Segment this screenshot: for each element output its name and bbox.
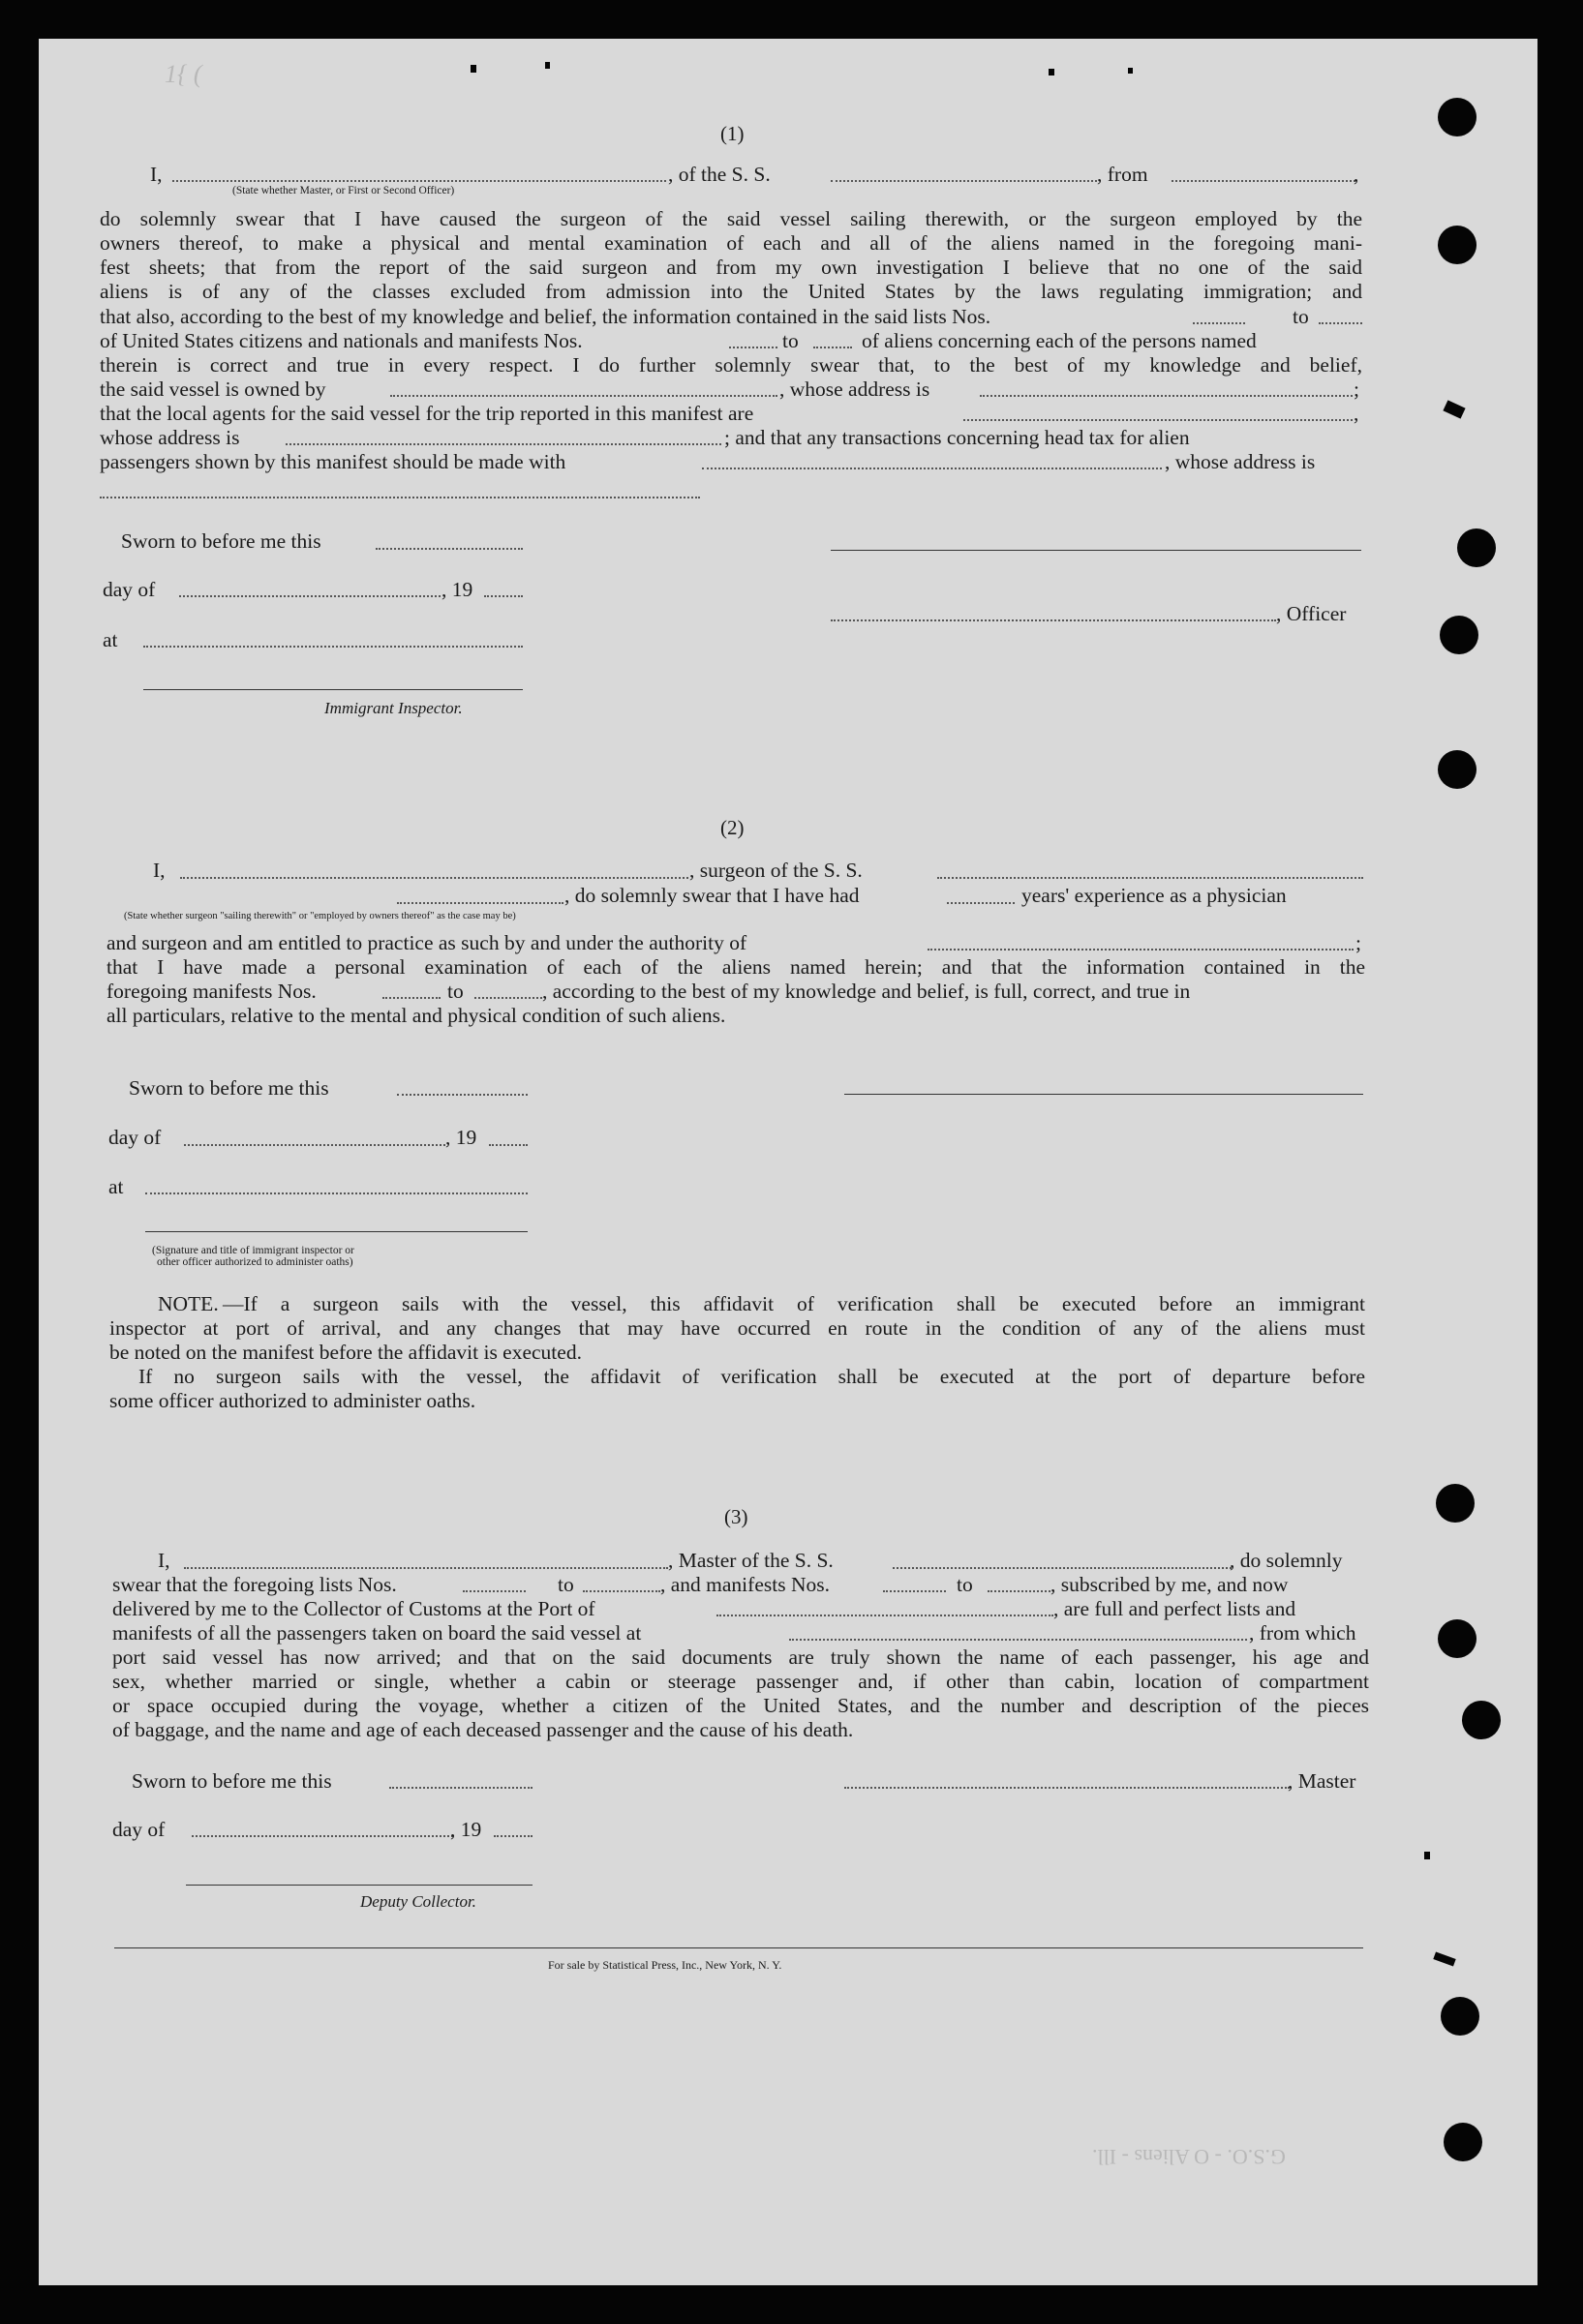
s2-at: at bbox=[108, 1175, 124, 1198]
punch-hole bbox=[1438, 750, 1476, 789]
footer-rule bbox=[114, 1947, 1363, 1948]
s2-caption: (State whether surgeon "sailing therewith" or "employed by owners thereof" as the case may be) bbox=[124, 911, 516, 921]
s2-authority-blank bbox=[928, 949, 1354, 951]
s1-officer-blank bbox=[831, 619, 1276, 621]
s3-manifests-to-blank bbox=[988, 1590, 1050, 1592]
s3-solemnly: , do solemnly bbox=[1230, 1549, 1343, 1572]
punch-hole bbox=[1441, 1997, 1479, 2036]
s3-master-of: , Master of the S. S. bbox=[668, 1549, 834, 1572]
s3-paragraph bbox=[112, 1645, 1369, 1742]
s2-nos-from-blank bbox=[382, 997, 441, 999]
s3-from-which: , from which bbox=[1249, 1621, 1356, 1645]
s2-year-blank bbox=[489, 1144, 528, 1146]
s1-owner-address-blank bbox=[980, 395, 1353, 397]
footer-text: For sale by Statistical Press, Inc., New York, N. Y. bbox=[548, 1958, 782, 1972]
s3-manifests-from-blank bbox=[883, 1590, 946, 1592]
s2-day-of: day of bbox=[108, 1126, 162, 1149]
s3-sworn-blank bbox=[389, 1787, 533, 1789]
s2-line-start: I, bbox=[153, 859, 166, 882]
s3-subscribed: , subscribed by me, and now bbox=[1050, 1573, 1289, 1596]
s1-year-blank bbox=[484, 595, 523, 597]
s2-line3: and surgeon and am entitled to practice as such by and under the authority of bbox=[107, 931, 747, 954]
s3-lists-to: to bbox=[558, 1573, 574, 1596]
s2-day-blank bbox=[184, 1144, 445, 1146]
punch-hole bbox=[1444, 2123, 1482, 2161]
s1-at: at bbox=[103, 628, 118, 651]
s1-from: , from bbox=[1097, 163, 1148, 186]
s2-year: , 19 bbox=[445, 1126, 477, 1149]
punch-hole bbox=[1438, 98, 1476, 136]
s1-correct-line: therein is correct and true in every respect. I do further solemnly swear that, to the best of my knowledge and belief, bbox=[100, 353, 1362, 377]
s3-lists-from-blank bbox=[463, 1590, 526, 1592]
s1-comma: , bbox=[1354, 163, 1359, 186]
s1-day-of: day of bbox=[103, 578, 156, 601]
s2-line5-to: to bbox=[447, 980, 464, 1003]
s1-day-blank bbox=[179, 595, 441, 597]
s1-line: aliens is of any of the classes excluded from admission into the United States by the laws regulating immigration; and bbox=[100, 280, 1362, 303]
punch-hole bbox=[1457, 528, 1496, 567]
s1-citizens-to: to bbox=[782, 329, 799, 352]
s2-line4: that I have made a personal examination of each of the aliens named herein; and that the information contained in the bbox=[107, 955, 1365, 979]
s1-citizens-tail: of aliens concerning each of the persons named bbox=[862, 329, 1257, 352]
s1-master-caption: (State whether Master, or First or Second Officer) bbox=[232, 185, 455, 196]
s3-collector-text: delivered by me to the Collector of Customs at the Port of bbox=[112, 1597, 595, 1620]
s1-nos-to: to bbox=[1293, 305, 1309, 328]
s2-line5-tail: , according to the best of my knowledge and belief, is full, correct, and true in bbox=[542, 980, 1191, 1003]
s3-lists-to-blank bbox=[583, 1590, 660, 1592]
s2-name-blank bbox=[180, 877, 688, 879]
s2-sailing-blank bbox=[397, 902, 563, 904]
s1-headtax-blank bbox=[702, 468, 1162, 469]
s1-nos-from-blank bbox=[1193, 322, 1245, 324]
s1-paragraph bbox=[100, 207, 1362, 304]
s1-sworn-blank bbox=[376, 548, 523, 550]
s1-inspector-caption: Immigrant Inspector. bbox=[324, 699, 463, 717]
punch-hole bbox=[1440, 616, 1478, 654]
s1-owned-address: , whose address is bbox=[779, 377, 930, 401]
s2-note-line-1: —If a surgeon sails with the vessel, this affidavit of verification shall be executed before an immigrant bbox=[223, 1292, 1365, 1315]
s1-citizens-to-blank bbox=[813, 347, 852, 348]
s2-years-text: years' experience as a physician bbox=[1021, 884, 1287, 907]
s1-owned-text: the said vessel is owned by bbox=[100, 377, 326, 401]
s1-officer: , Officer bbox=[1276, 602, 1347, 625]
scan-mark bbox=[545, 62, 550, 69]
s1-at-blank bbox=[143, 646, 523, 648]
s1-passengers-address: , whose address is bbox=[1165, 450, 1316, 473]
scan-mark bbox=[1049, 69, 1054, 75]
s1-citizens-from-blank bbox=[729, 347, 777, 348]
s3-line: sex, whether married or single, whether a cabin or steerage passenger and, if other than cabin, location of compartment bbox=[112, 1670, 1369, 1693]
s2-signature-line bbox=[844, 1094, 1363, 1095]
s3-ship-blank bbox=[893, 1567, 1232, 1569]
s3-manifests-to: to bbox=[957, 1573, 973, 1596]
section-3-heading: (3) bbox=[724, 1505, 748, 1528]
s1-passengers-text: passengers shown by this manifest should be made with bbox=[100, 450, 566, 473]
s1-year: , 19 bbox=[441, 578, 473, 601]
s1-sworn: Sworn to before me this bbox=[121, 529, 321, 553]
s2-sig-caption-2: other officer authorized to administer oaths) bbox=[157, 1256, 353, 1268]
s3-year: , 19 bbox=[450, 1818, 482, 1841]
s2-sig-caption-1: (Signature and title of immigrant inspector or bbox=[152, 1245, 354, 1256]
s1-agents-address-blank bbox=[286, 443, 721, 445]
s1-headtax-address-blank bbox=[100, 497, 700, 498]
s1-addr-text: whose address is bbox=[100, 426, 240, 449]
s2-note-line-2: inspector at port of arrival, and any changes that may have occurred en route in the condition of any of the aliens must bbox=[109, 1316, 1365, 1340]
s1-nos-text: that also, according to the best of my knowledge and belief, the information contained in the said lists Nos. bbox=[100, 305, 991, 328]
s2-swear: , do solemnly swear that I have had bbox=[564, 884, 860, 907]
s1-nos-to-blank bbox=[1319, 322, 1362, 324]
s2-note-label: NOTE. bbox=[158, 1292, 219, 1315]
s1-headtax-text: ; and that any transactions concerning head tax for alien bbox=[724, 426, 1190, 449]
s2-years-blank bbox=[947, 902, 1015, 904]
s1-line: do solemnly swear that I have caused the surgeon of the said vessel sailing therewith, or the surgeon employed by the bbox=[100, 207, 1362, 230]
s3-port-blank bbox=[716, 1615, 1053, 1616]
s3-day-of: day of bbox=[112, 1818, 166, 1841]
s1-signature-line bbox=[831, 550, 1361, 551]
s2-nos-to-blank bbox=[474, 997, 542, 999]
s1-agents-blank bbox=[963, 419, 1353, 421]
punch-hole bbox=[1438, 1619, 1476, 1658]
s2-surgeon-of: , surgeon of the S. S. bbox=[689, 859, 863, 882]
s1-line: fest sheets; that from the report of the said surgeon and from my own investigation I believe that no one of the said bbox=[100, 256, 1362, 279]
stamp-text: G.S.O. - O Aliens - Ill. bbox=[1092, 2145, 1286, 2169]
s1-master-blank bbox=[172, 180, 666, 182]
punch-hole bbox=[1436, 1484, 1475, 1523]
s1-line: owners thereof, to make a physical and mental examination of each and all of the aliens named in the foregoing mani- bbox=[100, 231, 1362, 255]
s3-manifests: , and manifests Nos. bbox=[660, 1573, 830, 1596]
s2-line5: foregoing manifests Nos. bbox=[107, 980, 317, 1003]
s3-year-blank bbox=[494, 1835, 533, 1837]
handwritten-note: 1{ ( bbox=[165, 60, 202, 88]
s3-line: port said vessel has now arrived; and that on the said documents are truly shown the name of each passenger, his age and bbox=[112, 1645, 1369, 1669]
s3-sworn: Sworn to before me this bbox=[132, 1769, 332, 1793]
s1-citizens-text: of United States citizens and nationals and manifests Nos. bbox=[100, 329, 583, 352]
s3-line: or space occupied during the voyage, whether a citizen of the United States, and the number and description of the pieces bbox=[112, 1694, 1369, 1717]
scan-mark bbox=[1128, 68, 1133, 74]
s1-from-blank bbox=[1172, 180, 1355, 182]
section-1-heading: (1) bbox=[720, 122, 745, 145]
s3-boarded-blank bbox=[789, 1639, 1247, 1641]
s2-inspector-line bbox=[145, 1231, 528, 1232]
s2-line3-semicolon: ; bbox=[1355, 931, 1361, 954]
s3-manifests-text: manifests of all the passengers taken on board the said vessel at bbox=[112, 1621, 642, 1645]
s1-agents-comma: , bbox=[1354, 402, 1359, 425]
s1-owned-semicolon: ; bbox=[1354, 377, 1359, 401]
s3-full-perfect: , are full and perfect lists and bbox=[1053, 1597, 1296, 1620]
scan-mark bbox=[471, 65, 476, 73]
s1-owner-blank bbox=[390, 395, 777, 397]
punch-hole bbox=[1462, 1701, 1501, 1739]
s2-at-blank bbox=[145, 1192, 528, 1194]
s2-note2-line-1: If no surgeon sails with the vessel, the affidavit of verification shall be executed at the port of departure before bbox=[138, 1365, 1365, 1388]
punch-hole bbox=[1438, 226, 1476, 264]
s1-inspector-line bbox=[143, 689, 523, 690]
s3-collector-caption: Deputy Collector. bbox=[360, 1892, 476, 1911]
s1-line-start: I, bbox=[150, 163, 163, 186]
s1-ship-blank bbox=[831, 180, 1097, 182]
s3-collector-line bbox=[186, 1885, 533, 1886]
section-2-heading: (2) bbox=[720, 816, 745, 839]
s3-line: of baggage, and the name and age of each deceased passenger and the cause of his death. bbox=[112, 1718, 854, 1741]
s3-line-start: I, bbox=[158, 1549, 170, 1572]
scan-mark bbox=[1424, 1852, 1430, 1859]
s2-sworn-blank bbox=[397, 1094, 528, 1096]
s1-agents-text: that the local agents for the said vessel for the trip reported in this manifest are bbox=[100, 402, 754, 425]
s1-of-ss: , of the S. S. bbox=[668, 163, 771, 186]
s3-lists-text: swear that the foregoing lists Nos. bbox=[112, 1573, 397, 1596]
s3-master: , Master bbox=[1288, 1769, 1356, 1793]
s2-ship-blank bbox=[937, 877, 1363, 879]
s2-note2-line-2: some officer authorized to administer oaths. bbox=[109, 1389, 476, 1412]
s3-day-blank bbox=[192, 1835, 453, 1837]
s3-master-sign-blank bbox=[844, 1787, 1290, 1789]
s3-name-blank bbox=[184, 1567, 668, 1569]
s2-line6: all particulars, relative to the mental and physical condition of such aliens. bbox=[107, 1004, 726, 1027]
s2-note-line-3: be noted on the manifest before the affidavit is executed. bbox=[109, 1341, 582, 1364]
s2-sworn: Sworn to before me this bbox=[129, 1076, 329, 1100]
